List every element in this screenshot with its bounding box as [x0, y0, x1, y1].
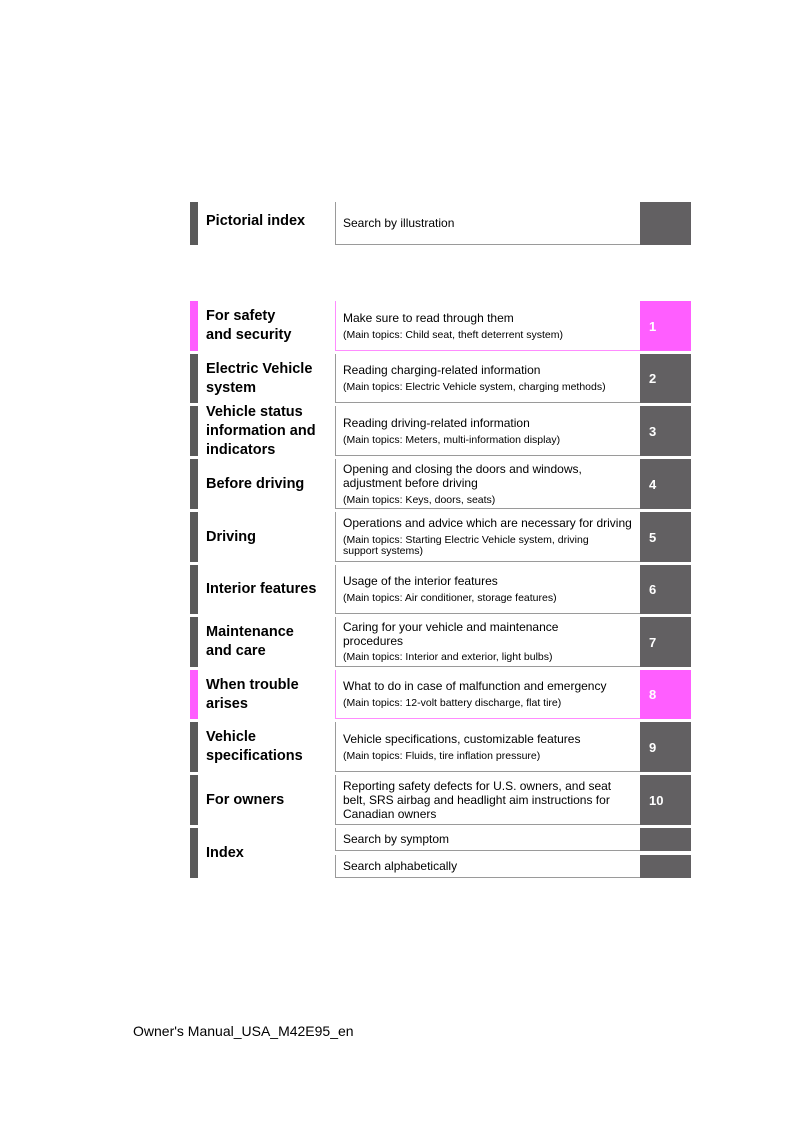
section-bar — [190, 828, 198, 878]
chapter-tab-9[interactable]: 9 — [640, 722, 691, 772]
section-topics: (Main topics: Child seat, theft deterrent system) — [343, 328, 564, 341]
section-description — [335, 617, 640, 667]
section-description — [335, 354, 640, 403]
section-description — [335, 722, 640, 772]
section-bar — [190, 565, 198, 614]
section-topics: (Main topics: Meters, multi-information display) — [343, 433, 561, 446]
section-bar — [190, 775, 198, 825]
section-title: Vehicle status information and indicators — [206, 403, 316, 458]
footer-manual-id: Owner's Manual_USA_M42E95_en — [133, 1023, 354, 1039]
chapter-row-2[interactable] — [190, 354, 691, 403]
section-bar — [190, 354, 198, 403]
pictorial-index-row[interactable] — [190, 202, 691, 245]
section-topics: (Main topics: Fluids, tire inflation pressure) — [343, 749, 541, 762]
section-description — [335, 855, 640, 878]
section-main-text: Operations and advice which are necessary for driving — [343, 516, 632, 530]
section-description — [335, 406, 640, 456]
section-title: For safety and security — [206, 308, 292, 343]
section-main-text: Search by illustration — [343, 216, 455, 230]
chapter-row-3[interactable] — [190, 403, 691, 458]
chapter-row-1[interactable] — [190, 301, 691, 351]
section-title: Pictorial index — [206, 213, 306, 229]
section-main-text: Reading charging-related information — [343, 363, 541, 377]
section-topics: (Main topics: Air conditioner, storage features) — [343, 592, 557, 604]
chapter-row-7[interactable] — [190, 617, 691, 667]
section-topics: (Main topics: Starting Electric Vehicle system, driving support systems) — [343, 534, 589, 557]
section-main-text: Caring for your vehicle and maintenance procedures — [343, 620, 559, 648]
chapter-tab-10[interactable]: 10 — [640, 775, 691, 825]
section-title: Electric Vehicle system — [206, 360, 313, 396]
section-topics: (Main topics: Keys, doors, seats) — [343, 493, 496, 506]
index-symptom-row[interactable] — [335, 828, 691, 851]
index-symptom-tab[interactable] — [640, 828, 691, 851]
section-main-text: Usage of the interior features — [343, 574, 498, 588]
section-title: Vehicle specifications — [206, 729, 303, 764]
chapter-row-5[interactable] — [190, 512, 691, 562]
index-alpha-row[interactable] — [335, 855, 691, 878]
chapter-tab-6[interactable]: 6 — [640, 565, 691, 614]
section-title: Maintenance and care — [206, 624, 294, 659]
section-bar — [190, 512, 198, 562]
section-topics: (Main topics: Interior and exterior, light bulbs) — [343, 651, 553, 663]
chapter-tab-1[interactable]: 1 — [640, 301, 691, 351]
section-main-text: What to do in case of malfunction and emergency — [343, 679, 607, 693]
chapter-row-9[interactable] — [190, 722, 691, 772]
section-bar — [190, 459, 198, 509]
index-alpha-tab[interactable] — [640, 855, 691, 878]
section-bar — [190, 301, 198, 351]
chapter-row-4[interactable] — [190, 459, 691, 509]
section-bar — [190, 617, 198, 667]
chapter-row-6[interactable] — [190, 565, 691, 614]
section-description — [335, 565, 640, 614]
section-title: Before driving — [206, 475, 305, 492]
section-bar — [190, 202, 198, 245]
section-description — [335, 459, 640, 509]
chapter-tab-5[interactable]: 5 — [640, 512, 691, 562]
chapter-tab-3[interactable]: 3 — [640, 406, 691, 456]
section-bar — [190, 670, 198, 719]
chapter-tab-8[interactable]: 8 — [640, 670, 691, 719]
section-description — [335, 775, 640, 825]
section-description — [335, 670, 640, 719]
chapter-row-8[interactable] — [190, 670, 691, 719]
section-main-text: Vehicle specifications, customizable features — [343, 731, 581, 746]
chapter-tab-7[interactable]: 7 — [640, 617, 691, 667]
section-description — [335, 301, 640, 351]
section-main-text: Make sure to read through them — [343, 310, 514, 325]
section-main-text: Opening and closing the doors and windows, adjustment before driving — [343, 461, 582, 490]
section-topics: (Main topics: 12-volt battery discharge, flat tire) — [343, 697, 562, 709]
section-title: For owners — [206, 791, 285, 808]
section-main-text: Reading driving-related information — [343, 415, 530, 430]
section-title: When trouble arises — [206, 676, 299, 712]
section-title: Driving — [206, 528, 256, 545]
section-tab[interactable] — [640, 202, 691, 245]
section-topics: (Main topics: Electric Vehicle system, charging methods) — [343, 381, 606, 393]
index-row — [190, 828, 691, 878]
section-description — [335, 512, 640, 562]
section-bar — [190, 722, 198, 772]
search-by-symptom-text: Search by symptom — [343, 832, 450, 846]
chapter-tab-2[interactable]: 2 — [640, 354, 691, 403]
search-alphabetically-text: Search alphabetically — [343, 859, 458, 873]
section-main-text: Reporting safety defects for U.S. owners, and seat belt, SRS airbag and headlight aim instructions for Canadian owners — [343, 778, 612, 821]
section-description — [335, 202, 640, 245]
chapter-row-10[interactable] — [190, 775, 691, 825]
section-description — [335, 828, 640, 851]
section-title: Index — [206, 844, 244, 861]
section-bar — [190, 406, 198, 456]
chapter-tab-4[interactable]: 4 — [640, 459, 691, 509]
section-title: Interior features — [206, 581, 317, 597]
